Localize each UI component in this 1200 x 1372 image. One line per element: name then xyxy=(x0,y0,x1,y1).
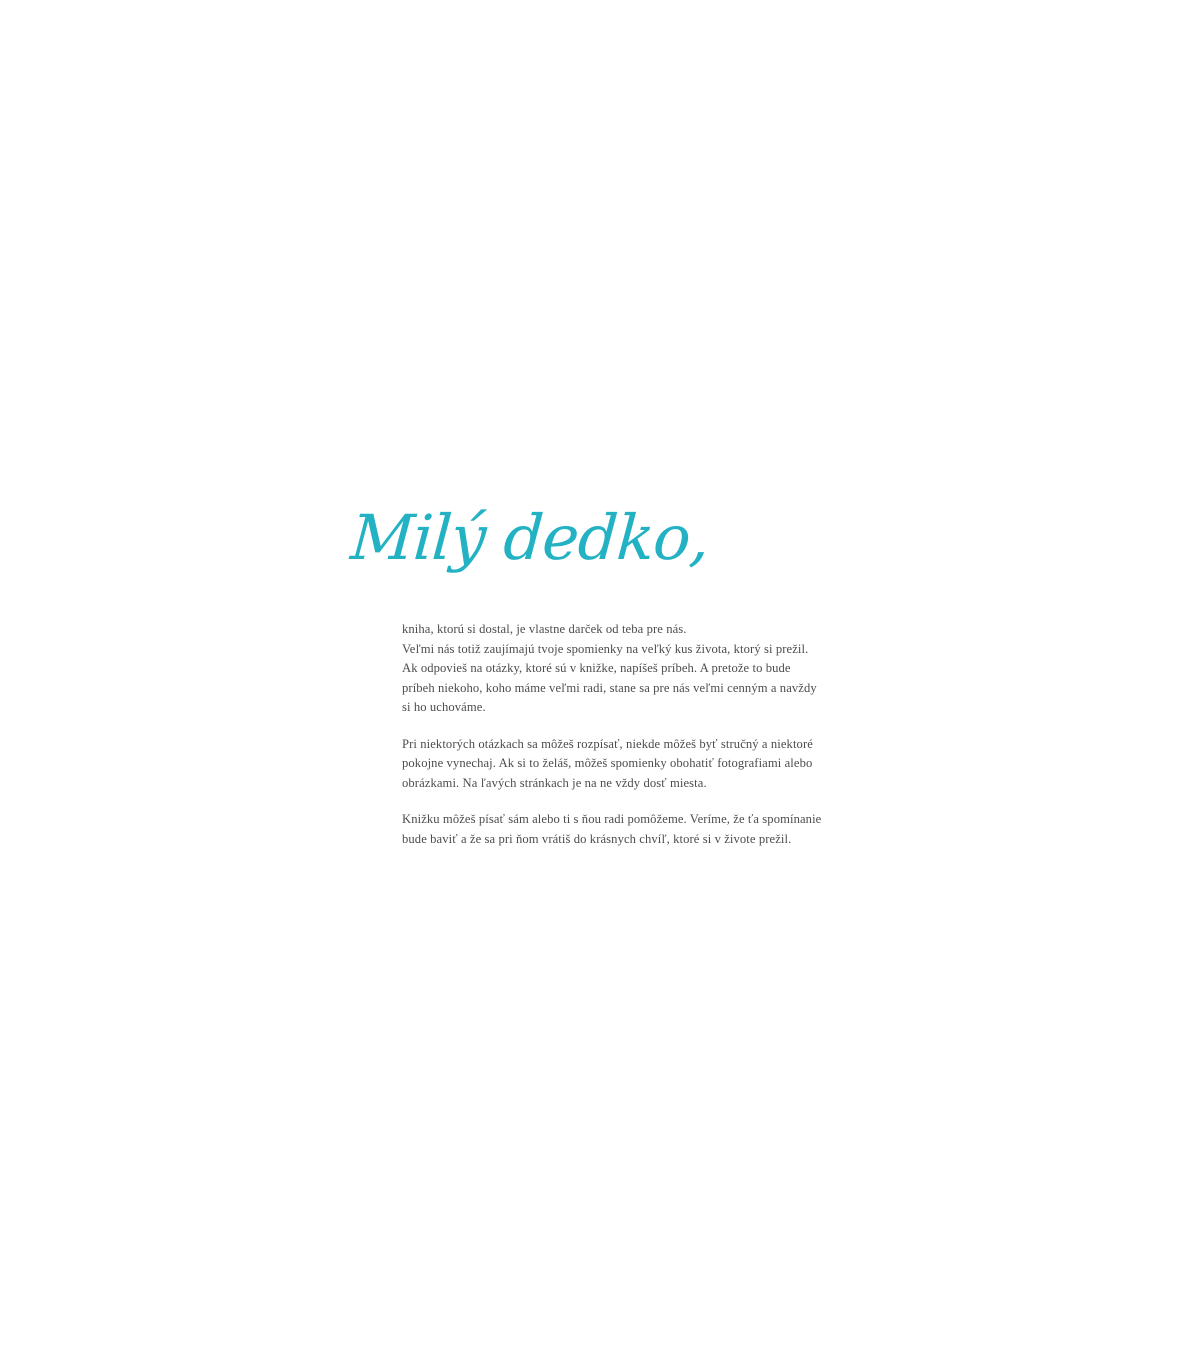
letter-paragraph xyxy=(402,735,854,794)
letter-line: si ho uchováme. xyxy=(402,700,486,715)
letter-line: Pri niektorých otázkach sa môžeš rozpísať, niekde môžeš byť stručný a niektoré xyxy=(402,736,813,751)
letter-line: kniha, ktorú si dostal, je vlastne darček od teba pre nás. xyxy=(402,622,687,637)
page-salutation: Milý dedko, xyxy=(348,501,712,574)
letter-paragraph xyxy=(402,810,854,849)
letter-line: Ak odpovieš na otázky, ktoré sú v knižke, napíšeš príbeh. A pretože to bude xyxy=(402,661,791,676)
letter-body xyxy=(402,620,854,849)
letter-line: pokojne vynechaj. Ak si to želáš, môžeš spomienky obohatiť fotografiami alebo xyxy=(402,756,813,771)
letter-line: Veľmi nás totiž zaujímajú tvoje spomienky na veľký kus života, ktorý si prežil. xyxy=(402,641,809,656)
letter-line: obrázkami. Na ľavých stránkach je na ne vždy dosť miesta. xyxy=(402,775,707,790)
letter-line: príbeh niekoho, koho máme veľmi radi, stane sa pre nás veľmi cenným a navždy xyxy=(402,680,817,695)
page-content xyxy=(345,501,865,849)
letter-paragraph xyxy=(402,620,854,718)
letter-line: bude baviť a že sa pri ňom vrátiš do krásnych chvíľ, ktoré si v živote prežil. xyxy=(402,831,792,846)
letter-line: Knižku môžeš písať sám alebo ti s ňou radi pomôžeme. Veríme, že ťa spomínanie xyxy=(402,812,822,827)
